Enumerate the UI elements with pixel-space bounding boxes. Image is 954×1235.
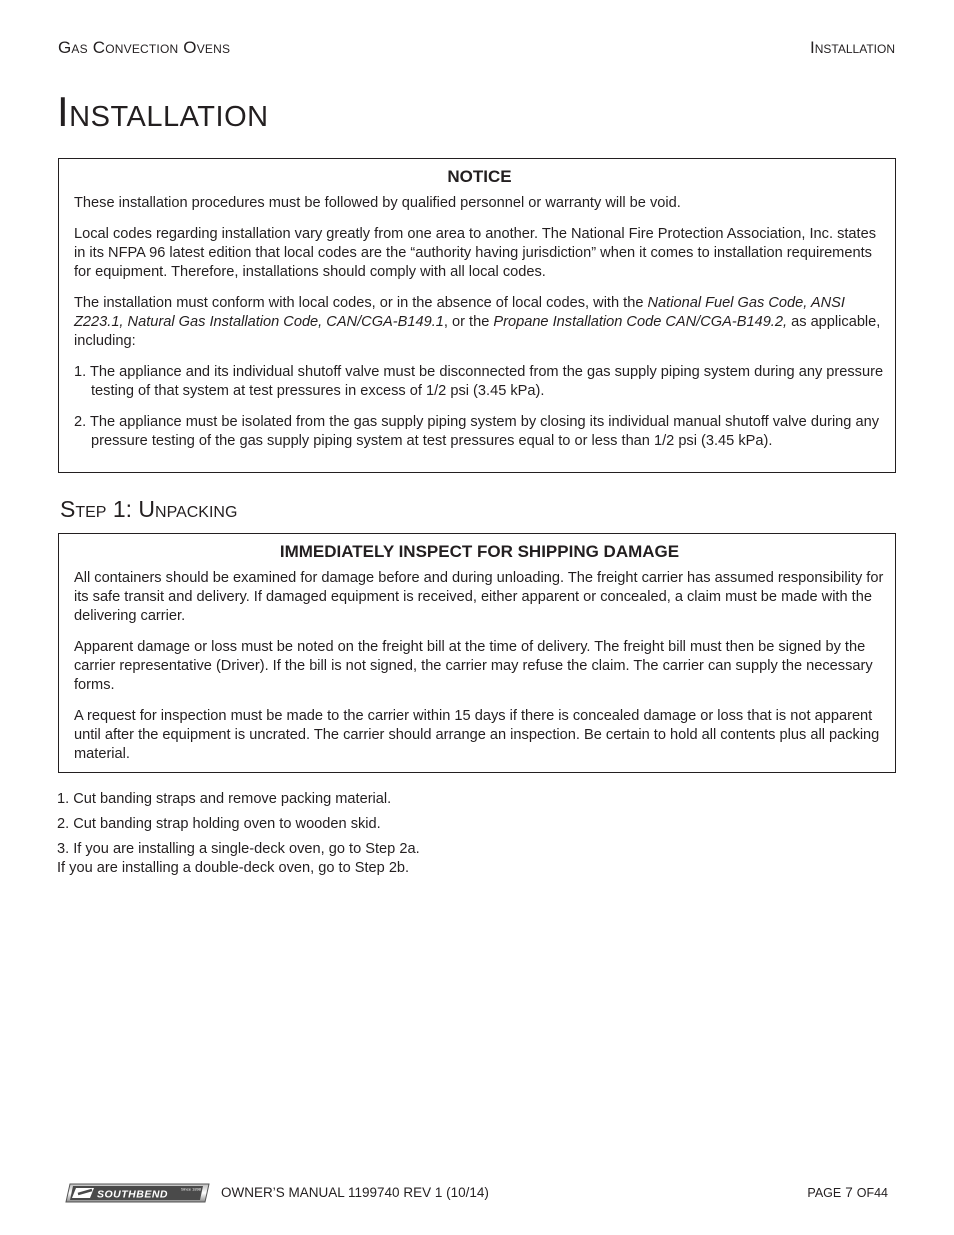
shipping-paragraph-1: All containers should be examined for damage before and during unloading. The freight carrier has assumed responsibility for its safe transit and delivery. If damaged equipment is received, either apparent or concealed, a claim must be made with the delivering carrier. xyxy=(74,570,884,624)
shipping-paragraph-3: A request for inspection must be made to the carrier within 15 days if there is concealed damage or loss that is not apparent until after the equipment is uncrated. The carrier should arrange an inspection. Be certain to hold all contents plus all packing material. xyxy=(74,708,880,762)
page-total: OF44 xyxy=(856,1186,888,1200)
step-item-3 xyxy=(57,840,420,878)
notice-paragraph-1: These installation procedures must be followed by qualified personnel or warranty will be void. xyxy=(74,195,681,211)
footer-page-number xyxy=(807,1185,888,1200)
step-item: 1. Cut banding straps and remove packing material. xyxy=(57,791,392,807)
notice-code-names-1: National Fuel Gas Code, ANSI Z223.1, Natural Gas Installation Code, CAN/CGA-B149.1 xyxy=(74,295,845,330)
shipping-damage-heading: IMMEDIATELY INSPECT FOR SHIPPING DAMAGE xyxy=(279,542,680,561)
step1-heading: Step 1: Unpacking xyxy=(60,496,238,522)
notice-text-1: The installation must conform with local codes, or in the absence of local codes, with the xyxy=(74,295,648,311)
logo-since: Since 1898 xyxy=(181,1186,202,1192)
shipping-paragraph-2: Apparent damage or loss must be noted on the freight bill at the time of delivery. The freight bill must then be signed by the carrier representative (Driver). If the bill is not signed, the carrier may refuse the claim. The carrier can supply the necessary forms. xyxy=(74,639,873,693)
notice-box xyxy=(58,158,896,473)
notice-paragraph-3 xyxy=(74,294,885,351)
step-3-line-2: If you are installing a double-deck oven, go to Step 2b. xyxy=(57,860,410,876)
notice-paragraph-2: Local codes regarding installation vary greatly from one area to another. The National Fire Protection Association, Inc. states in its NFPA 96 latest edition that local codes are the “authority having jurisdiction” when it comes to installation requirements for equipment. Therefore, installations should comply with all local codes. xyxy=(74,226,877,280)
page-number: 7 xyxy=(845,1185,853,1200)
southbend-logo xyxy=(64,1182,211,1204)
step-3-line-1: 3. If you are installing a single-deck oven, go to Step 2a. xyxy=(57,841,420,857)
unpacking-steps-list xyxy=(57,790,420,884)
logo-wordmark: SOUTHBEND xyxy=(97,1188,169,1201)
notice-list-item: 2. The appliance must be isolated from the gas supply piping system by closing its individual manual shutoff valve during any pressure testing of the gas supply piping system at test pressures equal to or less than 1/2 psi (3.45 kPa). xyxy=(74,414,880,449)
page-title: Installation xyxy=(57,88,269,135)
notice-list-item: 1. The appliance and its individual shutoff valve must be disconnected from the gas supply piping system during any pressure testing of that system at test pressures in excess of 1/2 psi (3.45 kPa). xyxy=(74,364,884,399)
notice-text-3: as applicable, including: xyxy=(74,314,881,349)
footer-manual-id: OWNER’S MANUAL 1199740 REV 1 (10/14) xyxy=(221,1185,489,1200)
shipping-damage-box xyxy=(58,533,896,773)
notice-heading: NOTICE xyxy=(447,167,512,186)
step-item: 2. Cut banding strap holding oven to wooden skid. xyxy=(57,816,381,832)
running-header-left: Gas Convection Ovens xyxy=(58,38,231,57)
notice-list xyxy=(74,363,885,451)
notice-text-2: , or the xyxy=(443,314,494,330)
notice-code-names-2: Propane Installation Code CAN/CGA-B149.2, xyxy=(493,314,788,330)
page-label: PAGE xyxy=(807,1186,842,1200)
running-header-right: Installation xyxy=(810,38,895,57)
